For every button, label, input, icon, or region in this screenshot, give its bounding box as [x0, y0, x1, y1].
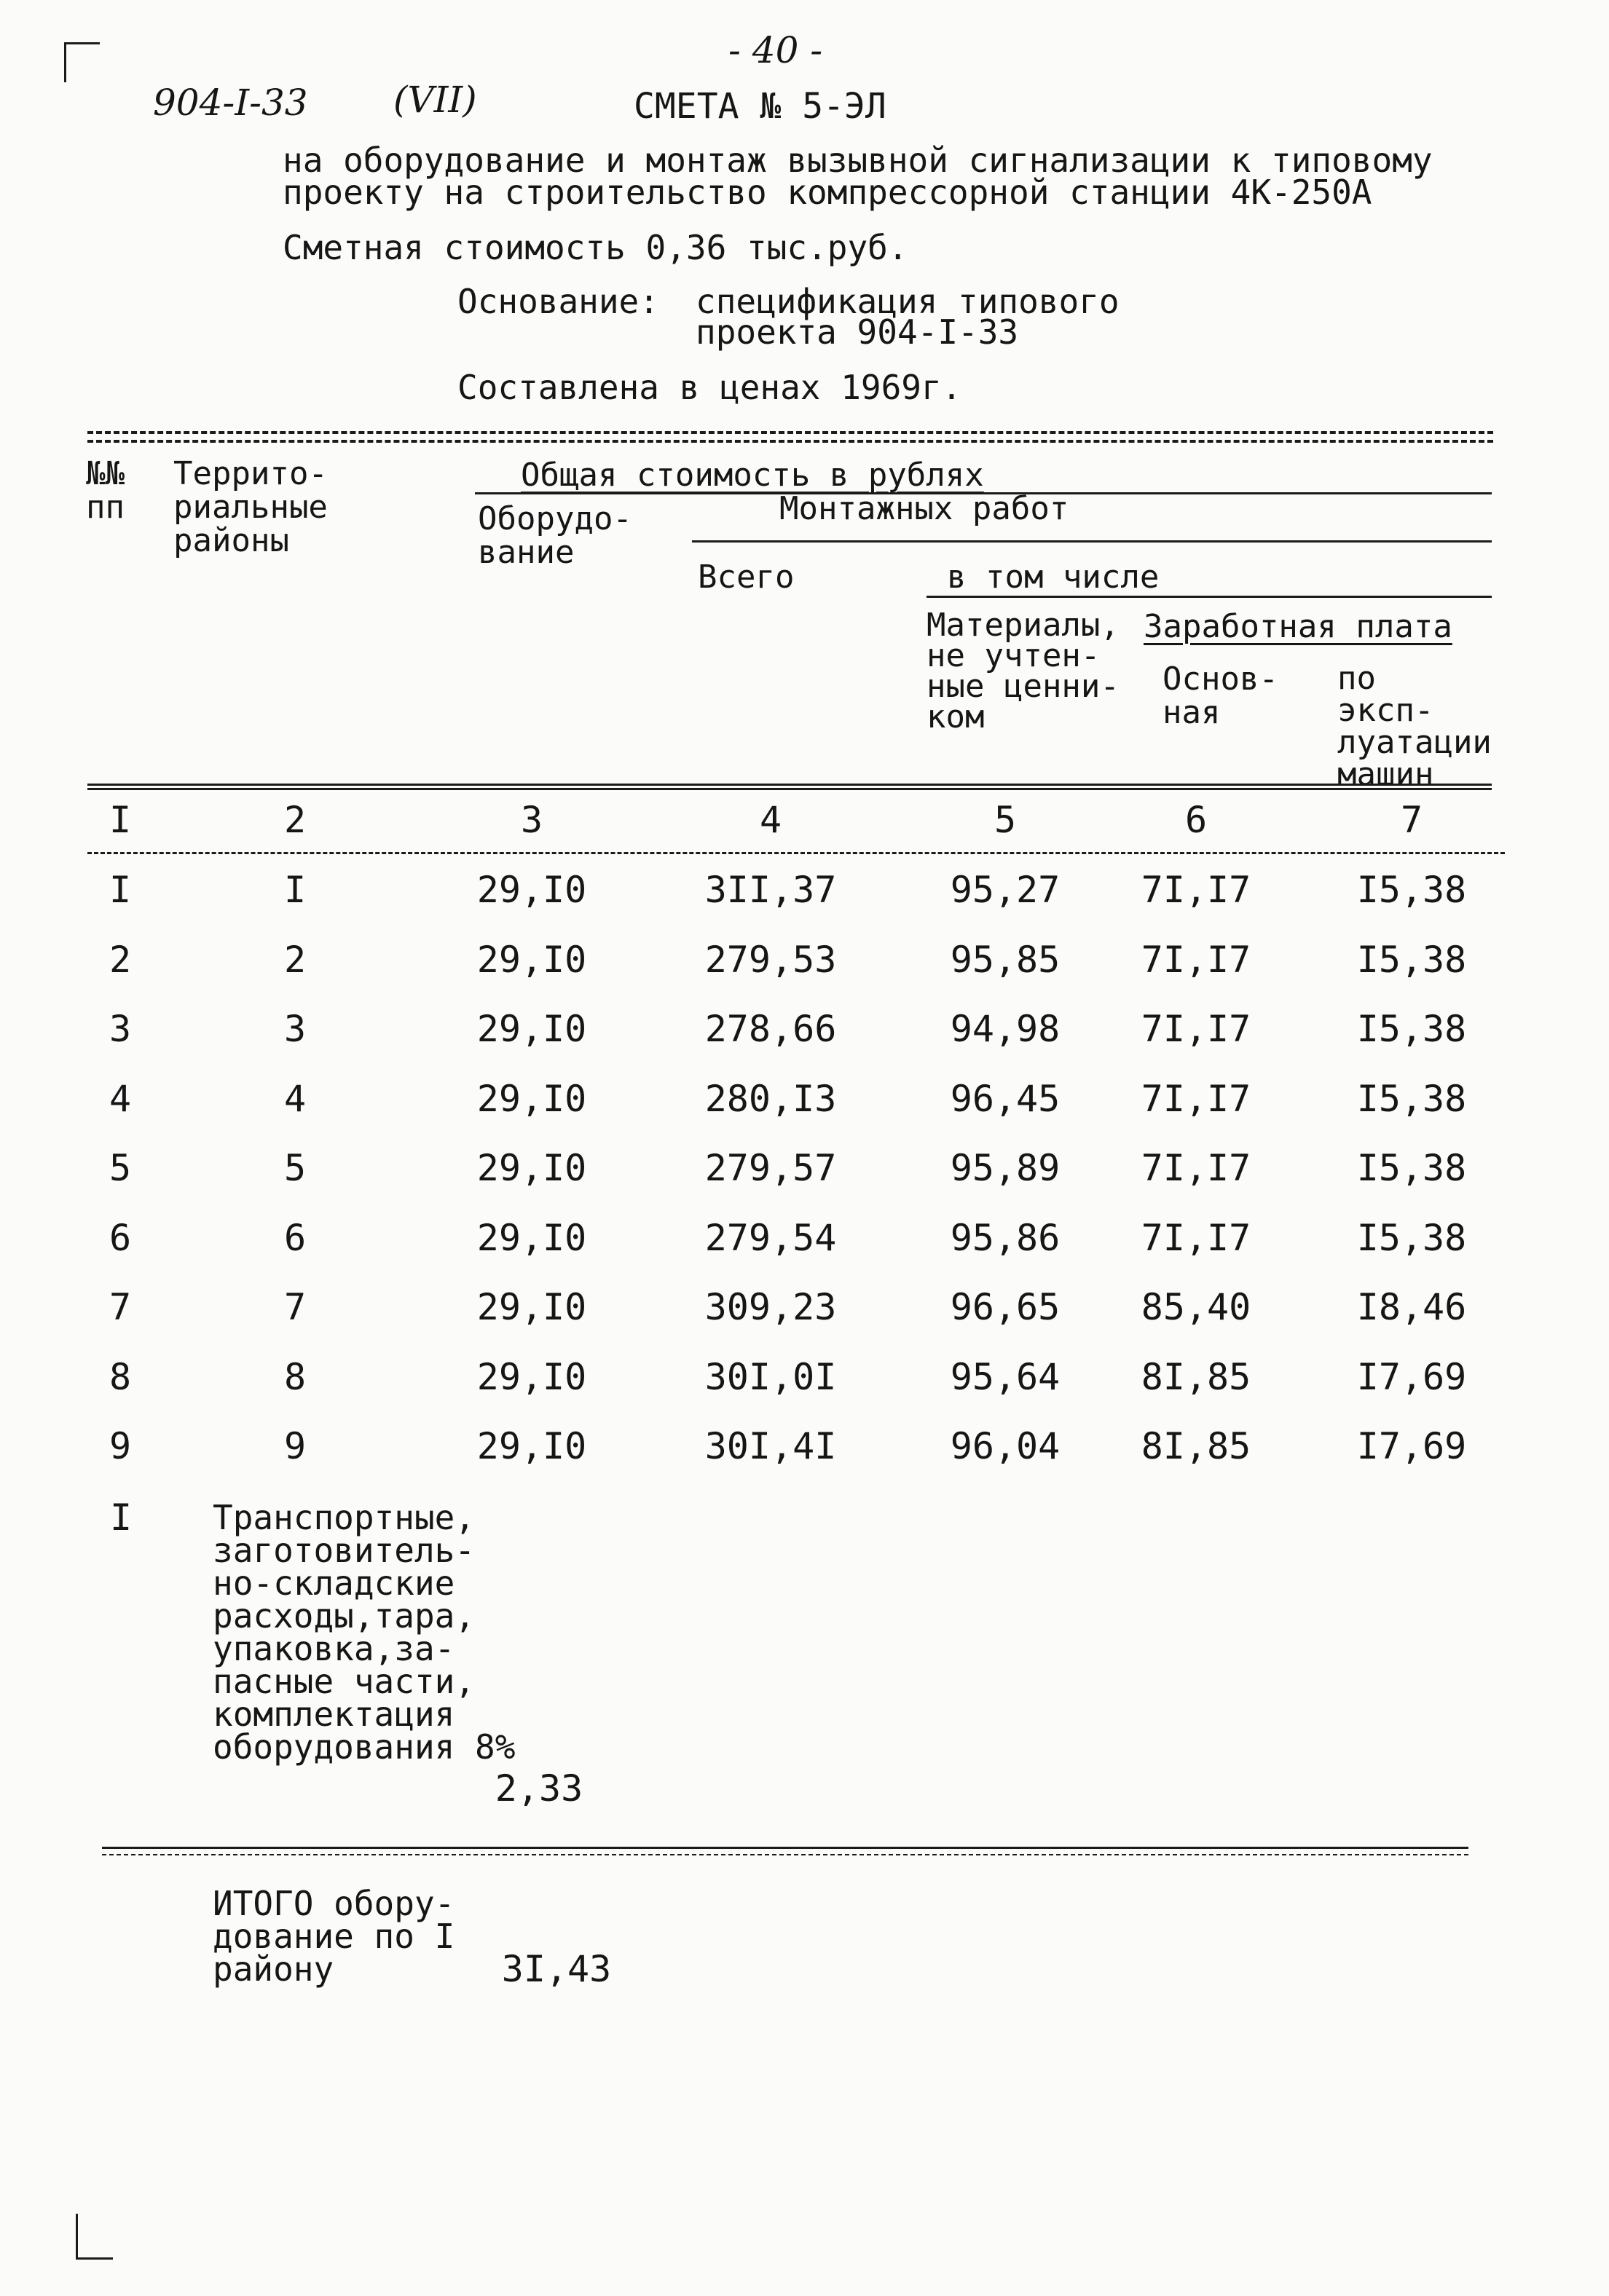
table-cell: 279,57 [704, 1147, 837, 1189]
table-cell: I [283, 869, 307, 911]
table-cell: 7I,I7 [1141, 1077, 1251, 1120]
table-cell: 96,65 [950, 1286, 1061, 1328]
table-cell: 279,54 [704, 1216, 837, 1259]
table-cell: 3 [283, 1008, 307, 1050]
total-label: ИТОГО обору- дование по I району [213, 1884, 455, 1989]
table-cell: 2 [283, 938, 307, 981]
table-cell: 85,40 [1141, 1286, 1251, 1328]
header-basic: Основ- ная [1163, 660, 1278, 731]
table-cell: 29,I0 [476, 1216, 587, 1259]
basis-label: Основание: [457, 282, 659, 321]
table-cell: 95,64 [950, 1355, 1061, 1398]
table-cell: 5 [109, 1147, 132, 1189]
header-bottom-rule [87, 784, 1492, 786]
table-cell: 8 [283, 1355, 307, 1398]
table-cell: 4 [109, 1077, 132, 1120]
table-cell: 7 [283, 1286, 307, 1328]
header-bottom-rule-2 [87, 788, 1492, 790]
page-number: - 40 - [728, 29, 823, 71]
volume-mark: (VII) [393, 79, 477, 121]
header-equipment: Оборудо- вание [478, 500, 632, 571]
total-rule-2 [102, 1854, 1468, 1855]
table-top-rule-2 [87, 440, 1493, 443]
header-materials: Материалы, не учтен- ные ценни- ком [927, 607, 1120, 735]
header-installation-rule [692, 540, 1492, 543]
basis-line-2: проекта 904-I-33 [696, 312, 1019, 352]
table-cell: I5,38 [1356, 1147, 1467, 1189]
subtitle-line-1: на оборудование и монтаж вызывной сигнализации к типовому [283, 141, 1433, 180]
corner-mark-top-left [64, 42, 100, 82]
table-cell: 280,I3 [704, 1077, 837, 1120]
table-cell: 3II,37 [704, 869, 837, 911]
column-numbers-rule [87, 852, 1505, 854]
table-cell: 9 [109, 1425, 132, 1467]
table-cell: 6 [283, 1216, 307, 1259]
table-cell: 95,85 [950, 938, 1061, 981]
table-cell: 279,53 [704, 938, 837, 981]
header-regions: Террито- риальные районы [173, 455, 328, 559]
corner-mark-bottom-left [76, 2214, 113, 2260]
table-cell: 94,98 [950, 1008, 1061, 1050]
table-cell: 3 [109, 1008, 132, 1050]
table-cell: 6 [109, 1216, 132, 1259]
table-cell: 7I,I7 [1141, 1147, 1251, 1189]
table-cell: 95,89 [950, 1147, 1061, 1189]
table-cell: 7I,I7 [1141, 1008, 1251, 1050]
basis-line-1: спецификация типового [696, 282, 1120, 321]
column-number-4: 4 [759, 799, 782, 841]
table-cell: 29,I0 [476, 1286, 587, 1328]
table-cell: 29,I0 [476, 1425, 587, 1467]
table-cell: 96,04 [950, 1425, 1061, 1467]
table-cell: 95,86 [950, 1216, 1061, 1259]
total-value: 3I,43 [501, 1948, 612, 1990]
table-cell: 278,66 [704, 1008, 837, 1050]
header-wages: Заработная плата [1144, 608, 1452, 645]
table-cell: I [109, 869, 132, 911]
column-number-2: 2 [283, 799, 307, 841]
column-number-3: 3 [520, 799, 543, 841]
table-cell: 8 [109, 1355, 132, 1398]
table-cell: 9 [283, 1425, 307, 1467]
table-cell: 96,45 [950, 1077, 1061, 1120]
table-cell: 29,I0 [476, 1355, 587, 1398]
table-cell: I5,38 [1356, 938, 1467, 981]
header-machines: по эксп- луатации машин [1337, 660, 1492, 793]
table-cell: I7,69 [1356, 1355, 1467, 1398]
column-number-7: 7 [1400, 799, 1423, 841]
table-cell: 5 [283, 1147, 307, 1189]
transport-num: I [109, 1496, 133, 1539]
table-cell: 29,I0 [476, 1008, 587, 1050]
table-cell: 29,I0 [476, 1147, 587, 1189]
prices-year: Составлена в ценах 1969г. [457, 368, 962, 407]
header-num: №№ пп [86, 455, 125, 526]
estimate-title: СМЕТА № 5-ЭЛ [634, 86, 886, 127]
table-cell: 7I,I7 [1141, 869, 1251, 911]
table-cell: 30I,0I [704, 1355, 837, 1398]
table-cell: 29,I0 [476, 1077, 587, 1120]
table-cell: 309,23 [704, 1286, 837, 1328]
header-all: Всего [698, 559, 795, 596]
column-number-1: I [109, 799, 132, 841]
table-cell: 2 [109, 938, 132, 981]
table-cell: I8,46 [1356, 1286, 1467, 1328]
header-including-rule [927, 596, 1492, 598]
doc-code: 904-I-33 [153, 82, 308, 124]
transport-value: 2,33 [495, 1767, 583, 1810]
table-cell: I5,38 [1356, 1216, 1467, 1259]
subtitle-line-2: проекту на строительство компрессорной станции 4К-250А [283, 173, 1372, 212]
header-total-cost: Общая стоимость в рублях [521, 457, 984, 494]
table-cell: 29,I0 [476, 938, 587, 981]
table-cell: 7 [109, 1286, 132, 1328]
table-top-rule [87, 431, 1493, 434]
table-cell: 7I,I7 [1141, 1216, 1251, 1259]
table-cell: 95,27 [950, 869, 1061, 911]
estimated-cost: Сметная стоимость 0,36 тыс.руб. [283, 228, 908, 267]
table-cell: 4 [283, 1077, 307, 1120]
column-number-5: 5 [994, 799, 1017, 841]
transport-label: Транспортные, заготовитель- но-складские расходы,тара, упаковка,за- пасные части, комплектация оборудования 8% [213, 1498, 516, 1767]
table-cell: I5,38 [1356, 1077, 1467, 1120]
table-cell: I7,69 [1356, 1425, 1467, 1467]
table-cell: I5,38 [1356, 1008, 1467, 1050]
column-number-6: 6 [1184, 799, 1208, 841]
header-including: в том числе [947, 559, 1160, 596]
table-cell: 8I,85 [1141, 1425, 1251, 1467]
table-cell: 7I,I7 [1141, 938, 1251, 981]
table-cell: 8I,85 [1141, 1355, 1251, 1398]
table-cell: 29,I0 [476, 869, 587, 911]
header-installation: Монтажных работ [779, 490, 1069, 527]
total-rule [102, 1847, 1468, 1849]
table-cell: I5,38 [1356, 869, 1467, 911]
table-cell: 30I,4I [704, 1425, 837, 1467]
